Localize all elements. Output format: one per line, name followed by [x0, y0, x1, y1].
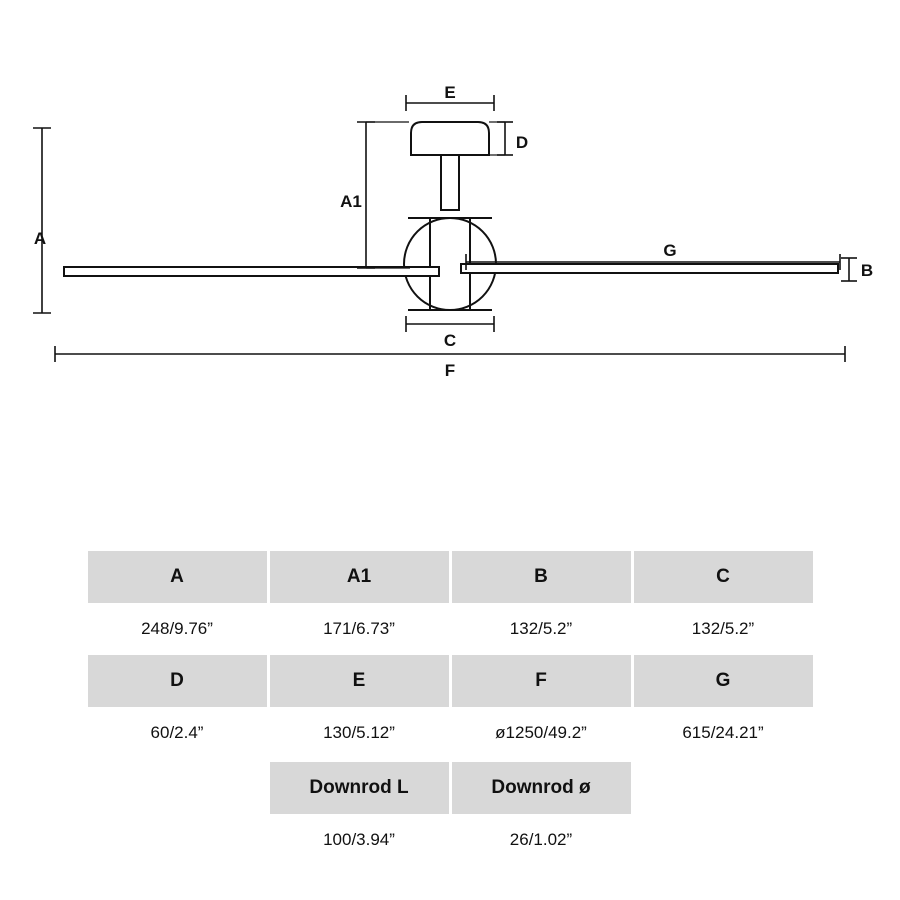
dimension-line-A [33, 128, 51, 313]
downrod-shape [441, 155, 459, 210]
dimension-line-C [406, 316, 494, 332]
spec-header-cell: F [450, 654, 632, 709]
spec-header-cell: G [632, 654, 814, 709]
spec-value-cell: ø1250/49.2” [450, 709, 632, 758]
dimension-label-D: D [515, 133, 529, 152]
spec-header-cell: E [268, 654, 450, 709]
dimension-label-C: C [443, 331, 457, 350]
dimension-label-A1: A1 [340, 192, 362, 211]
dimension-label-F: F [444, 361, 456, 380]
fan-blade-right [461, 264, 838, 273]
dimension-label-B: B [860, 261, 874, 280]
table-row [86, 550, 814, 605]
spec-value-cell: 615/24.21” [632, 709, 814, 758]
specification-table [0, 548, 900, 866]
spec-value-cell: 248/9.76” [86, 605, 268, 654]
spec-value-cell: 171/6.73” [268, 605, 450, 654]
spec-value-cell: 132/5.2” [450, 605, 632, 654]
spec-value-cell: 60/2.4” [86, 709, 268, 758]
spec-header-cell: B [450, 550, 632, 605]
spec-value-cell: 132/5.2” [632, 605, 814, 654]
table-row [86, 654, 814, 709]
canopy-shape [411, 122, 489, 155]
spec-table-main [85, 548, 816, 759]
table-row [268, 816, 632, 865]
spec-header-cell: A [86, 550, 268, 605]
dimension-label-E: E [444, 83, 456, 102]
dimension-label-G: G [663, 241, 677, 260]
spec-header-cell: Downrod L [268, 761, 450, 816]
dimension-line-D [489, 122, 513, 155]
spec-header-cell: A1 [268, 550, 450, 605]
dimension-label-A: A [33, 229, 47, 248]
table-row [268, 761, 632, 816]
spec-value-cell: 100/3.94” [268, 816, 450, 865]
spec-value-cell: 130/5.12” [268, 709, 450, 758]
table-row [86, 709, 814, 758]
spec-value-cell: 26/1.02” [450, 816, 632, 865]
spec-header-cell: Downrod ø [450, 761, 632, 816]
spec-header-cell: C [632, 550, 814, 605]
dimension-line-B [841, 258, 857, 281]
dimension-line-A1 [357, 122, 410, 268]
spec-table-downrod [267, 759, 634, 866]
spec-header-cell: D [86, 654, 268, 709]
table-row [86, 605, 814, 654]
